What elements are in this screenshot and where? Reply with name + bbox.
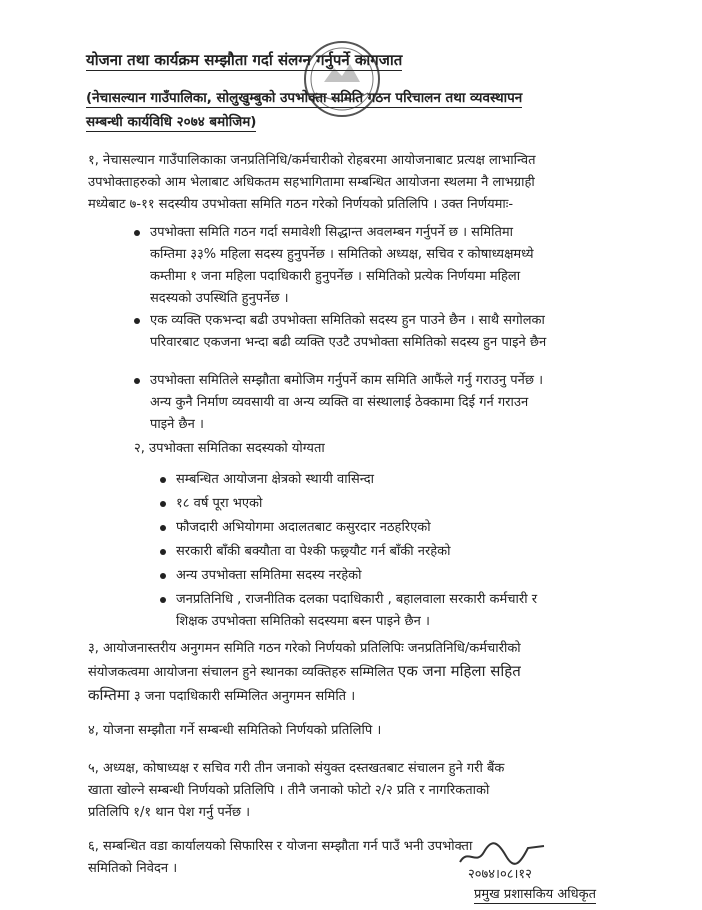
document-subtitle-line2: सम्बन्धी कार्यविधि २०७४ बमोजिम): [86, 114, 257, 130]
bullet-icon: [160, 597, 166, 603]
bullet-icon: [160, 477, 166, 483]
list-item: जनप्रतिनिधि , राजनीतिक दलका पदाधिकारी , बहालवाला सरकारी कर्मचारी र: [176, 592, 538, 607]
item1-line: उपभोक्ताहरुको आम भेलाबाट अधिकतम सहभागितामा सम्बन्धित आयोजना स्थलमा नै लाभग्राही: [88, 175, 535, 190]
item3-line: [88, 660, 521, 684]
item1-line: मध्येबाट ७-११ सदस्यीय उपभोक्ता समिति गठन गरेको निर्णयको प्रतिलिपि । उक्त निर्णयमाः-: [88, 197, 514, 212]
list-item: सदस्यको उपस्थिति हुनुपर्नेछ ।: [150, 291, 289, 306]
bullet-icon: [160, 573, 166, 579]
list-item: अन्य कुनै निर्माण व्यवसायी वा अन्य व्यक्ति वा संस्थालाई ठेक्कामा दिई गर्न गराउन: [150, 395, 529, 410]
item5-line: खाता खोल्ने सम्बन्धी निर्णयको प्रतिलिपि । तीनै जनाको फोटो २/२ प्रति र नागरिकताको: [88, 783, 490, 798]
item6-line: ६, सम्बन्धित वडा कार्यालयको सिफारिस र योजना सम्झौता गर्न पाउँ भनी उपभोक्ता: [88, 839, 473, 854]
item5-line: ५, अध्यक्ष, कोषाध्यक्ष र सचिव गरी तीन जनाको संयुक्त दस्तखतबाट संचालन हुने गरी बैंक: [88, 761, 505, 776]
list-item: कम्तीमा १ जना महिला पदाधिकारी हुनुपर्नेछ । समितिको प्रत्येक निर्णयमा महिला: [150, 269, 521, 284]
list-item: उपभोक्ता समितिले सम्झौता बमोजिम गर्नुपर्ने काम समिति आफैंले गर्नु गराउनु पर्नेछ ।: [150, 373, 543, 388]
item4-line: ४, योजना सम्झौता गर्ने सम्बन्धी समितिको निर्णयको प्रतिलिपि ।: [88, 723, 382, 738]
list-item: अन्य उपभोक्ता समितिमा सदस्य नरहेको: [176, 568, 362, 583]
item3-text: संयोजकत्वमा आयोजना संचालन हुने स्थानका व्यक्तिहरु सम्मिलित: [88, 665, 394, 680]
list-item: फौजदारी अभियोगमा अदालतबाट कसुरदार नठहरिएको: [176, 520, 431, 535]
item3-emphasis: एक जना महिला सहित: [397, 662, 521, 680]
item1-line: १, नेचासल्यान गाउँपालिकाका जनप्रतिनिधि/कर्मचारीको रोहबरमा आयोजनाबाट प्रत्यक्ष लाभान्वित: [88, 153, 536, 168]
item3-text: ३ जना पदाधिकारी सम्मिलित अनुगमन समिति ।: [133, 689, 356, 704]
list-item: उपभोक्ता समिति गठन गर्दा समावेशी सिद्धान्त अवलम्बन गर्नुपर्ने छ । समितिमा: [150, 225, 514, 240]
list-item: १८ वर्ष पूरा भएको: [176, 496, 263, 511]
item2-heading: २, उपभोक्ता समितिका सदस्यको योग्यता: [134, 441, 325, 456]
bullet-icon: [160, 525, 166, 531]
list-item: परिवारबाट एकजना भन्दा बढी व्यक्ति एउटै उपभोक्ता समितिको सदस्य हुन पाइने छैन: [150, 335, 547, 350]
bullet-icon: [160, 501, 166, 507]
bullet-icon: [160, 549, 166, 555]
document-title: योजना तथा कार्यक्रम सम्झौता गर्दा संलग्न गर्नुपर्ने कागजात: [86, 51, 403, 69]
list-item: एक व्यक्ति एकभन्दा बढी उपभोक्ता समितिको सदस्य हुन पाउने छैन । साथै सगोलका: [150, 313, 545, 328]
list-item: सम्बन्धित आयोजना क्षेत्रको स्थायी वासिन्दा: [176, 472, 375, 487]
item5-line: प्रतिलिपि १/१ थान पेश गर्नु पर्नेछ ।: [88, 805, 251, 820]
list-item: शिक्षक उपभोक्ता समितिको सदस्यमा बस्न पाइने छैन ।: [176, 614, 430, 629]
item3-line: ३, आयोजनास्तरीय अनुगमन समिति गठन गरेको निर्णयको प्रतिलिपिः जनप्रतिनिधि/कर्मचारीको: [88, 641, 521, 656]
bullet-icon: [134, 378, 140, 384]
bullet-icon: [134, 318, 140, 324]
item3-emphasis: कम्तिमा: [88, 686, 130, 704]
list-item: सरकारी बाँकी बक्यौता वा पेश्की फछ्र्यौट गर्न बाँकी नरहेको: [176, 544, 451, 559]
signature-title: प्रमुख प्रशासकिय अधिकृत: [474, 887, 597, 902]
item6-line: समितिको निवेदन ।: [88, 861, 178, 876]
bullet-icon: [134, 230, 140, 236]
list-item: कम्तिमा ३३% महिला सदस्य हुनुपर्नेछ । समितिको अध्यक्ष, सचिव र कोषाध्यक्षमध्ये: [150, 247, 534, 262]
signature-date: २०७४।०८।१२: [468, 867, 532, 882]
item3-line: [88, 684, 355, 708]
document-subtitle-line1: (नेचासल्यान गाउँपालिका, सोलुखुम्बुको उपभोक्ता समिति गठन परिचालन तथा व्यवस्थापन: [86, 90, 523, 106]
list-item: पाइने छैन ।: [150, 417, 204, 432]
